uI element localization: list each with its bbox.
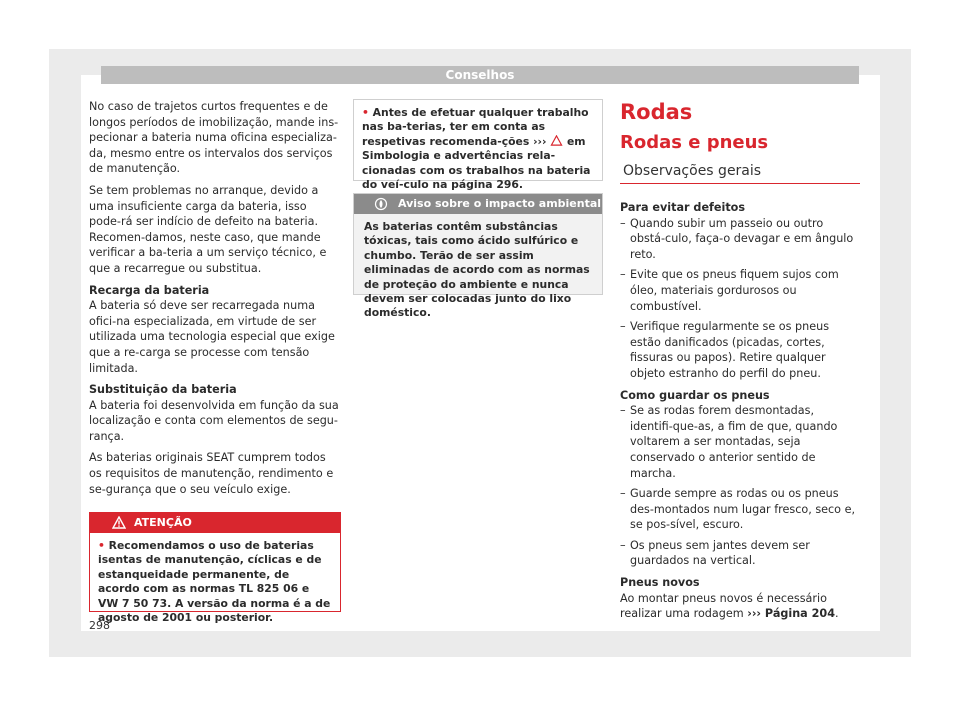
warning-title: ATENÇÃO	[134, 516, 192, 529]
environment-box	[353, 193, 603, 320]
bullet: •	[98, 539, 105, 552]
list-item	[620, 486, 860, 533]
dash: –	[620, 320, 626, 334]
section-title: Rodas e pneus	[620, 132, 769, 153]
chapter-title: Rodas	[620, 100, 693, 124]
note-text-after: em Simbologia e advertências rela-cionadas com os trabalhos na bateria do veí-culo na página 296.	[362, 134, 591, 192]
environment-title: Aviso sobre o impacto ambiental	[398, 197, 602, 210]
warning-body	[90, 533, 340, 625]
list-item-text: Evite que os pneus fiquem sujos com óleo, materiais gordurosos ou combustível.	[630, 268, 839, 313]
subheading-substituicao: Substituição da bateria	[89, 383, 237, 397]
warning-text: Recomendamos o uso de baterias isentas de manutenção, cíclicas e de estanqueidade permanente, de acordo com as normas TL 825 06 e VW 7 50 73. A versão da norma é a de agosto de 2001 ou posterior.	[98, 539, 331, 625]
list-item-text: Guarde sempre as rodas ou os pneus des-montados num lugar fresco, seco e, se pos-sível, escuro.	[630, 487, 856, 532]
list-item	[620, 403, 860, 481]
warning-triangle-icon	[550, 135, 563, 146]
novos-text: Ao montar pneus novos é necessário realizar uma rodagem	[620, 591, 827, 621]
warning-triangle-icon	[112, 516, 126, 529]
column-right	[620, 99, 860, 628]
paragraph: A bateria só deve ser recarregada numa ofici-na especializada, em virtude de ser utilizada uma tecnologia especial que exige que a re-carga se processe com tensão limitada.	[89, 299, 335, 375]
subheading-recarga: Recarga da bateria	[89, 283, 210, 297]
subheading-novos: Pneus novos	[620, 576, 700, 590]
subsection-title: Observações gerais	[620, 161, 860, 184]
page-number: 298	[89, 619, 110, 632]
bullet: •	[362, 106, 369, 119]
dash: –	[620, 538, 626, 552]
note-box	[353, 99, 603, 192]
warning-header	[90, 513, 340, 533]
paragraph: A bateria foi desenvolvida em função da sua localização e conta com elementos de segu-rança.	[89, 398, 339, 443]
list-item-text: Os pneus sem jantes devem ser guardados na vertical.	[630, 538, 810, 568]
list-item-text: Quando subir um passeio ou outro obstá-culo, faça-o devagar e em ângulo reto.	[630, 216, 854, 261]
paragraph	[620, 591, 860, 622]
dash: –	[620, 216, 626, 230]
note-body	[354, 100, 602, 192]
column-left	[89, 99, 339, 503]
environment-icon	[374, 197, 388, 211]
list-guardar	[620, 403, 860, 569]
subheading-defeitos: Para evitar defeitos	[620, 201, 746, 214]
page-reference-link[interactable]: ››› Página 204	[747, 607, 835, 621]
list-item	[620, 267, 860, 314]
note-text-before: Antes de efetuar qualquer trabalho nas ba-terias, ter em conta as respetivas recomenda-ções	[362, 106, 589, 148]
list-item	[620, 538, 860, 569]
environment-header	[354, 194, 602, 214]
warning-box	[89, 512, 341, 625]
reference-arrow: ›››	[533, 134, 547, 148]
list-item-text: Se as rodas forem desmontadas, identifi-que-as, a fim de que, quando voltarem a ser montadas, seja conservado o anterior sentido de marcha.	[630, 404, 838, 480]
list-item-text: Verifique regularmente se os pneus estão danificados (picadas, cortes, fissuras ou papos). Retire qualquer objeto estranho do perfil do pneu.	[630, 320, 830, 380]
dash: –	[620, 487, 626, 501]
environment-text: As baterias contêm substâncias tóxicas, tais como ácido sulfúrico e chumbo. Terão de ser assim eliminadas de acordo com as normas de proteção do ambiente e nunca devem ser colocadas junto do lixo doméstico.	[364, 220, 590, 320]
list-defeitos	[620, 216, 860, 382]
list-item	[620, 319, 860, 381]
list-item	[620, 216, 860, 263]
subheading-guardar: Como guardar os pneus	[620, 388, 770, 402]
period: .	[834, 607, 839, 621]
paragraph: Se tem problemas no arranque, devido a uma insuficiente carga da bateria, isso pode-rá ser indício de defeito na bateria. Recomen-damos, neste caso, que mande verificar a ba-teria a um serviço técnico, e que a recarregue ou substitua.	[89, 183, 327, 275]
paragraph: As baterias originais SEAT cumprem todos os requisitos de manutenção, rendimento e se-gurança que o seu veículo exige.	[89, 451, 334, 496]
dash: –	[620, 268, 626, 282]
dash: –	[620, 404, 626, 418]
section-header: Conselhos	[101, 66, 859, 84]
paragraph: No caso de trajetos curtos frequentes e de longos períodos de imobilização, mande ins-pecionar a bateria numa oficina especializa-da, mesmo entre os intervalos dos serviços de manutenção.	[89, 100, 339, 176]
